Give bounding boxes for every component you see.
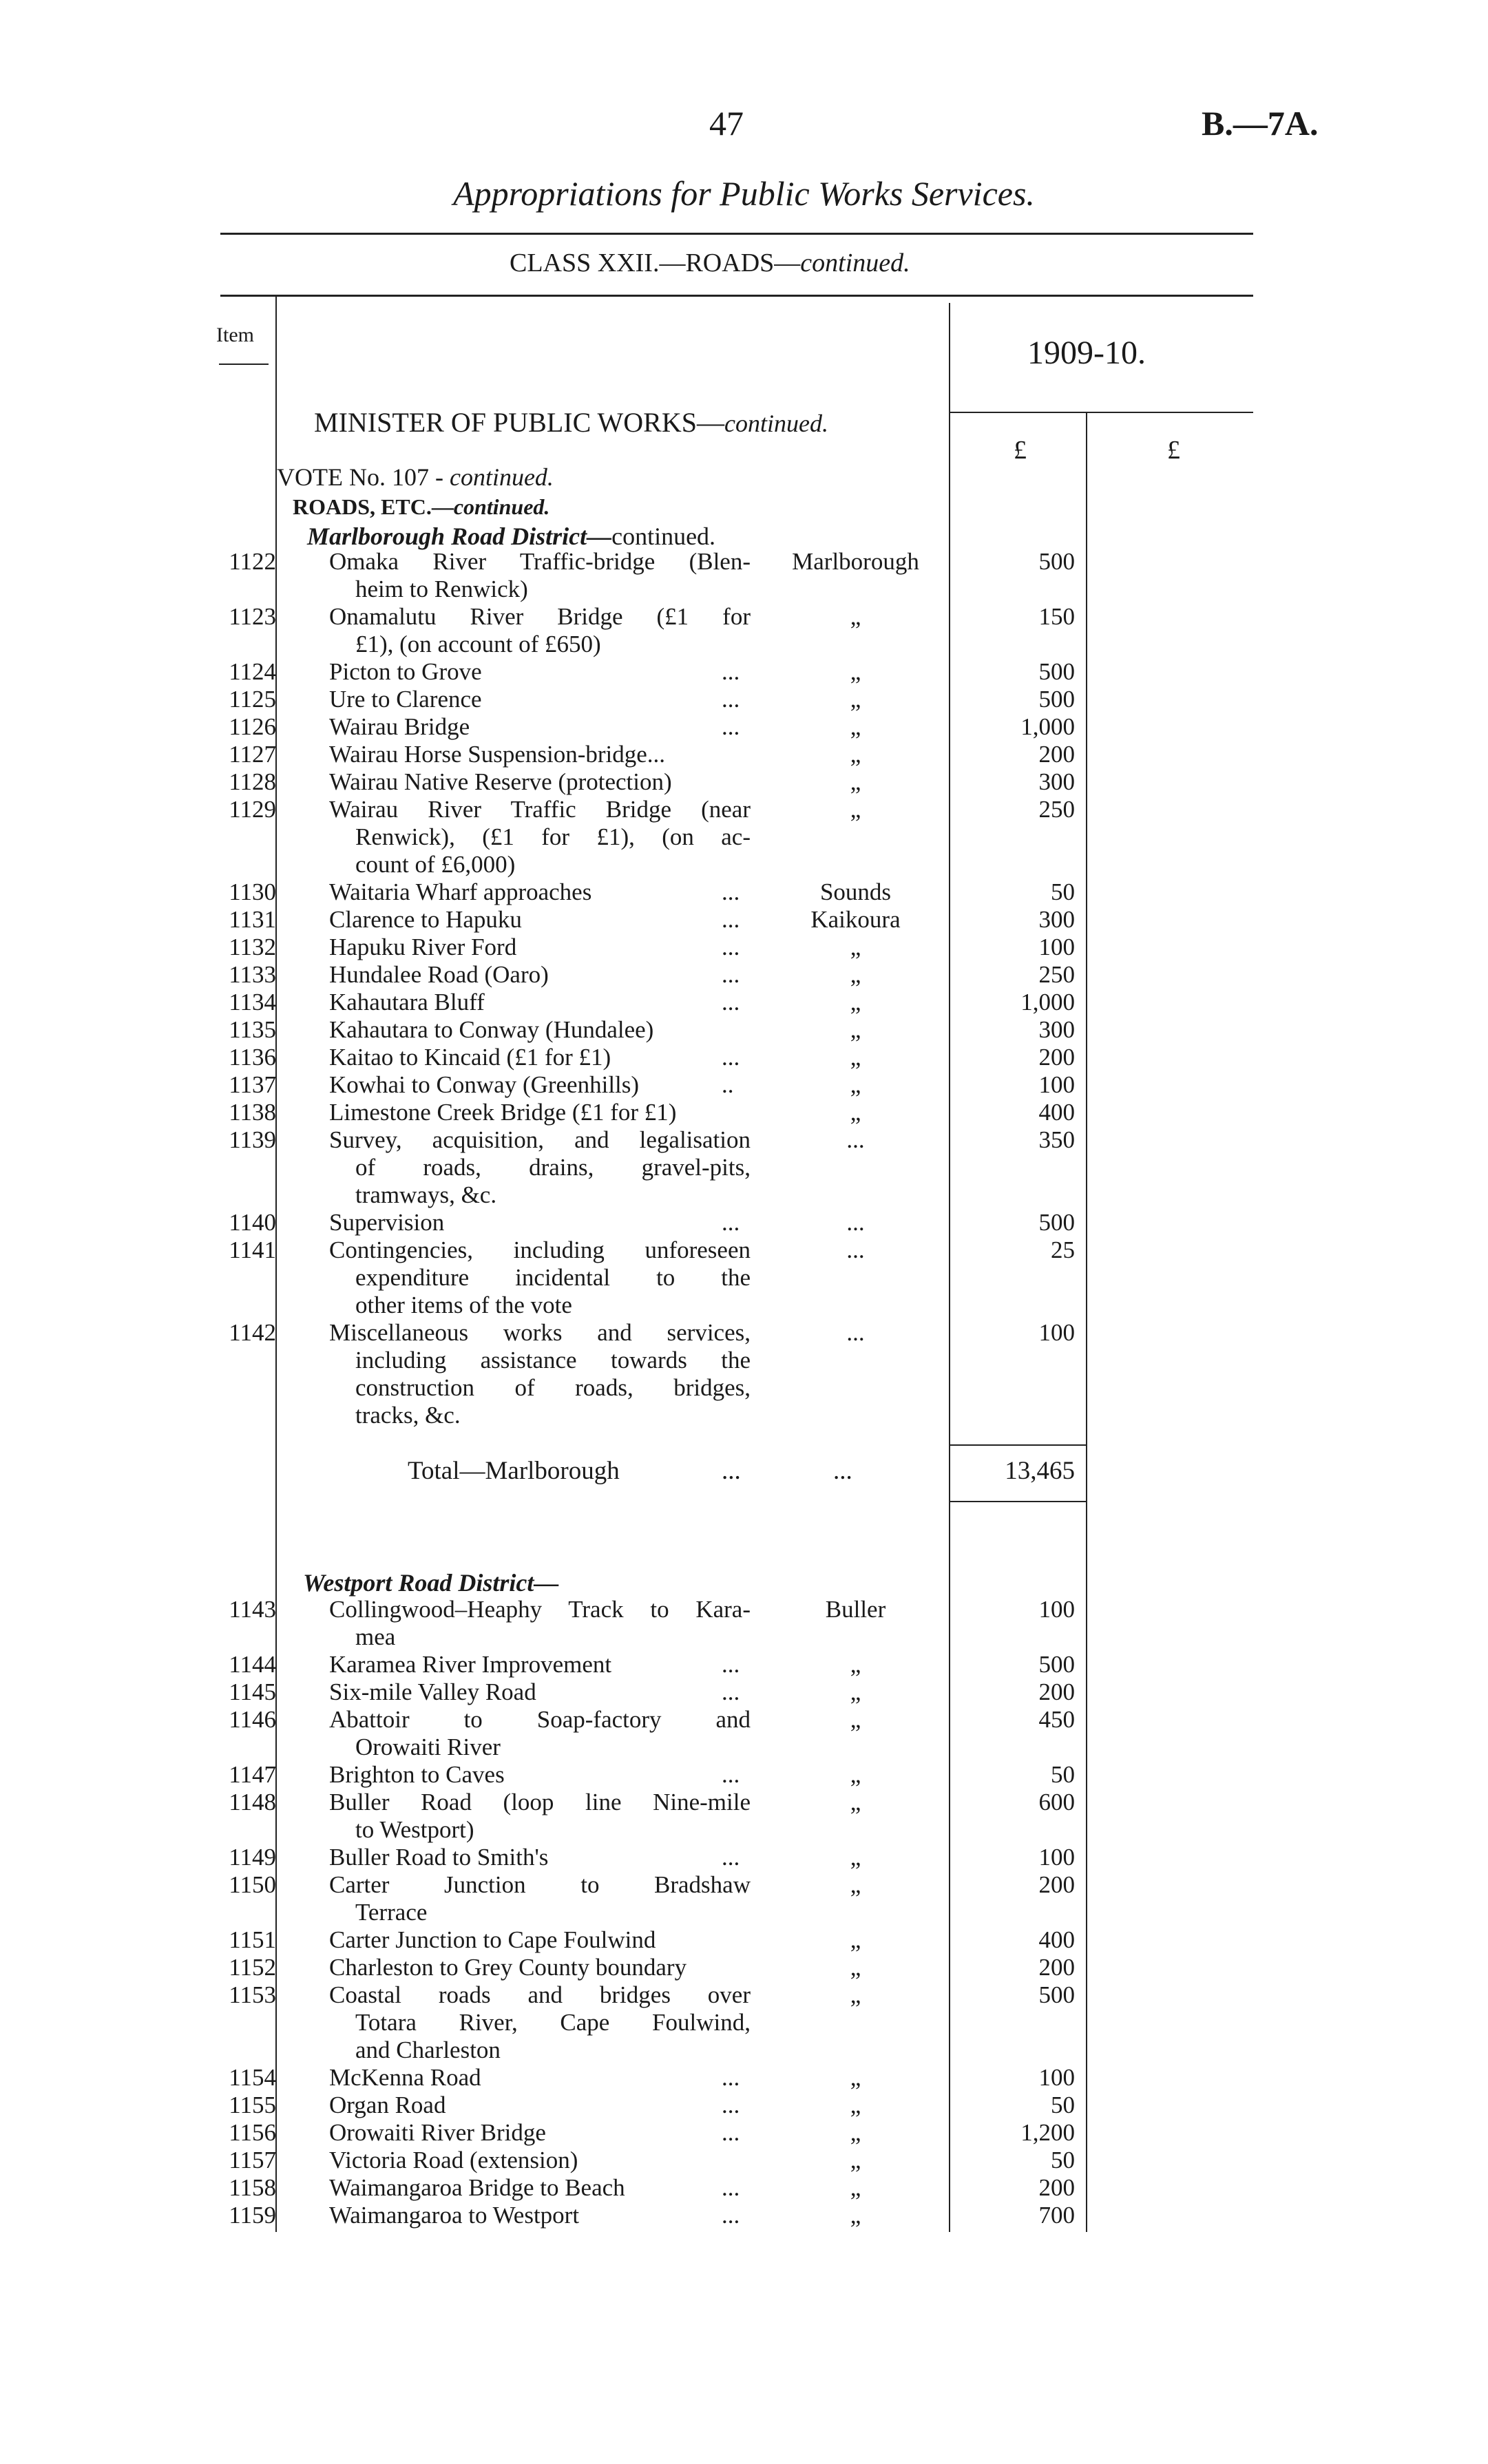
electoral-district: „ <box>850 1099 861 1126</box>
description-line: Clarence to Hapuku <box>329 906 522 933</box>
item-number: 1153 <box>229 1981 276 2008</box>
electoral-district: „ <box>850 603 861 630</box>
description-line: Karamea River Improvement <box>329 1651 612 1678</box>
electoral-district: ... <box>846 1126 865 1153</box>
item-description <box>329 989 751 1016</box>
item-number: 1158 <box>229 2174 276 2201</box>
item-description <box>329 1099 751 1126</box>
description-line: Orowaiti River Bridge <box>329 2119 546 2146</box>
description-line: Coastal roads and bridges over <box>329 1981 751 2008</box>
description-line: heim to Renwick) <box>355 576 528 602</box>
item-number: 1130 <box>229 878 276 905</box>
class-heading-main: CLASS XXII.—ROADS— <box>510 249 801 277</box>
item-description <box>329 1926 751 1954</box>
leader-dots: ... <box>722 2064 740 2091</box>
item-number: 1156 <box>229 2119 276 2146</box>
item-description <box>329 878 751 906</box>
electoral-district: „ <box>850 2202 861 2229</box>
description-line: Orowaiti River <box>355 1734 501 1760</box>
item-amount: 200 <box>1038 741 1075 768</box>
item-amount: 50 <box>1051 2092 1075 2118</box>
item-number: 1147 <box>229 1761 276 1788</box>
item-number: 1140 <box>229 1209 276 1236</box>
description-line: Picton to Grove <box>329 658 482 685</box>
item-amount: 200 <box>1038 2174 1075 2201</box>
leader-dots: ... <box>722 961 740 988</box>
vote-heading-main: VOTE No. 107 - <box>277 463 450 491</box>
leader-dots: ... <box>722 906 740 933</box>
item-description <box>329 1209 751 1236</box>
item-number: 1150 <box>229 1871 276 1898</box>
description-line: Kowhai to Conway (Greenhills) <box>329 1071 640 1098</box>
description-line: Waimangaroa to Westport <box>329 2202 580 2229</box>
item-description <box>329 2147 751 2174</box>
leader-dots: ... <box>722 1651 740 1678</box>
item-amount: 250 <box>1038 961 1075 988</box>
description-line: Six-mile Valley Road <box>329 1678 536 1705</box>
item-amount: 50 <box>1051 2147 1075 2173</box>
item-description <box>329 1651 751 1678</box>
item-description <box>329 796 751 878</box>
description-line: and Charleston <box>355 2036 501 2063</box>
item-description <box>329 1706 751 1761</box>
item-amount: 150 <box>1038 603 1075 630</box>
minister-heading-suffix: continued. <box>724 410 828 437</box>
item-number: 1141 <box>229 1236 276 1263</box>
item-number: 1138 <box>229 1099 276 1126</box>
item-description <box>329 2064 751 2092</box>
item-description <box>329 2119 751 2147</box>
leader-dots: ... <box>722 686 740 713</box>
item-amount: 250 <box>1038 796 1075 823</box>
item-amount: 100 <box>1038 1071 1075 1098</box>
description-line: Hundalee Road (Oaro) <box>329 961 549 988</box>
item-amount: 500 <box>1038 686 1075 713</box>
description-line: Charleston to Grey County boundary <box>329 1954 687 1981</box>
item-amount: 50 <box>1051 1761 1075 1788</box>
description-line: Hapuku River Ford <box>329 934 517 960</box>
electoral-district: ... <box>846 1236 865 1263</box>
item-number: 1122 <box>229 548 276 575</box>
item-description <box>329 1954 751 1981</box>
description-line: Contingencies, including unforeseen <box>329 1236 751 1263</box>
electoral-district: „ <box>850 713 861 740</box>
vote-heading-suffix: continued. <box>449 463 554 491</box>
leader-dots: ... <box>722 2092 740 2118</box>
electoral-district: „ <box>850 1954 861 1981</box>
item-amount: 500 <box>1038 658 1075 685</box>
item-number: 1132 <box>229 934 276 960</box>
marlborough-heading-main: Marlborough Road District— <box>307 523 612 550</box>
document-reference: B.—7A. <box>1202 104 1319 143</box>
leader-dots: ... <box>722 1761 740 1788</box>
description-line: count of £6,000) <box>355 851 516 878</box>
description-line: tracks, &c. <box>355 1402 461 1429</box>
description-line: Carter Junction to Cape Foulwind <box>329 1926 656 1953</box>
item-number: 1124 <box>229 658 276 685</box>
total-dots-2: ... <box>833 1457 852 1485</box>
electoral-district: Sounds <box>819 878 892 905</box>
description-line: Survey, acquisition, and legalisation <box>329 1126 751 1153</box>
page-number: 47 <box>709 104 744 143</box>
item-amount: 1,000 <box>1020 713 1075 740</box>
leader-dots: ... <box>722 934 740 960</box>
item-description <box>329 1871 751 1926</box>
electoral-district: „ <box>850 961 861 988</box>
description-line: Wairau Horse Suspension-bridge... <box>329 741 666 768</box>
item-description <box>329 713 751 741</box>
item-number: 1148 <box>229 1789 276 1815</box>
description-line: Abattoir to Soap-factory and <box>329 1706 751 1733</box>
item-description <box>329 1761 751 1789</box>
item-description <box>329 1016 751 1044</box>
description-line: Kahautara to Conway (Hundalee) <box>329 1016 654 1043</box>
description-line: Kahautara Bluff <box>329 989 485 1015</box>
item-amount: 500 <box>1038 548 1075 575</box>
description-line: of roads, drains, gravel-pits, <box>355 1154 751 1181</box>
westport-district-heading: Westport Road District— <box>303 1569 559 1597</box>
item-number: 1145 <box>229 1678 276 1705</box>
electoral-district: Marlborough <box>792 548 919 575</box>
description-line: Onamalutu River Bridge (£1 for <box>329 603 751 630</box>
item-description <box>329 2092 751 2119</box>
item-amount: 300 <box>1038 1016 1075 1043</box>
item-description <box>329 1126 751 1209</box>
roads-etc-suffix: continued. <box>453 494 550 519</box>
item-description <box>329 1981 751 2064</box>
item-amount: 300 <box>1038 768 1075 795</box>
description-line: Victoria Road (extension) <box>329 2147 578 2173</box>
description-line: Buller Road to Smith's <box>329 1844 549 1871</box>
leader-dots: ... <box>722 1678 740 1705</box>
electoral-district: „ <box>850 1761 861 1788</box>
roads-etc-main: ROADS, ETC.— <box>293 494 454 519</box>
electoral-district: „ <box>850 1651 861 1678</box>
description-line: Supervision <box>329 1209 445 1236</box>
item-number: 1146 <box>229 1706 276 1733</box>
item-amount: 100 <box>1038 1596 1075 1623</box>
minister-heading-main: MINISTER OF PUBLIC WORKS— <box>314 407 724 438</box>
roads-etc-heading <box>293 494 549 520</box>
description-line: Kaitao to Kincaid (£1 for £1) <box>329 1044 611 1071</box>
minister-heading <box>314 406 828 439</box>
item-description <box>329 603 751 658</box>
item-description <box>329 2202 751 2229</box>
item-amount: 500 <box>1038 1651 1075 1678</box>
pound-column-1: £ <box>1014 436 1027 465</box>
electoral-district: „ <box>850 2147 861 2173</box>
item-description <box>329 1319 751 1429</box>
description-line: Wairau River Traffic Bridge (near <box>329 796 751 823</box>
leader-dots: ... <box>722 989 740 1015</box>
description-line: construction of roads, bridges, <box>355 1374 751 1401</box>
description-line: Omaka River Traffic-bridge (Blen- <box>329 548 751 575</box>
electoral-district: „ <box>850 1071 861 1098</box>
leader-dots: .. <box>722 1071 734 1098</box>
item-number: 1152 <box>229 1954 276 1981</box>
total-marlborough-label: Total—Marlborough <box>408 1457 620 1485</box>
marlborough-district-heading <box>307 522 715 551</box>
item-number: 1131 <box>229 906 276 933</box>
item-number: 1142 <box>229 1319 276 1346</box>
electoral-district: „ <box>850 934 861 960</box>
total-bottom-rule <box>950 1501 1087 1502</box>
item-amount: 50 <box>1051 878 1075 905</box>
electoral-district: ... <box>846 1319 865 1346</box>
electoral-district: „ <box>850 768 861 795</box>
leader-dots: ... <box>722 2202 740 2229</box>
electoral-district: „ <box>850 1871 861 1898</box>
description-line: Renwick), (£1 for £1), (on ac- <box>355 823 751 850</box>
item-number: 1155 <box>229 2092 276 2118</box>
electoral-district: „ <box>850 1044 861 1071</box>
description-line: to Westport) <box>355 1816 474 1843</box>
class-heading-suffix: continued. <box>800 249 910 277</box>
description-line: expenditure incidental to the <box>355 1264 751 1291</box>
item-number: 1139 <box>229 1126 276 1153</box>
item-number: 1129 <box>229 796 276 823</box>
item-description <box>329 934 751 961</box>
item-description <box>329 548 751 603</box>
leader-dots: ... <box>722 1209 740 1236</box>
item-amount: 200 <box>1038 1954 1075 1981</box>
description-line: mea <box>355 1623 396 1650</box>
item-number: 1134 <box>229 989 276 1015</box>
description-line: £1), (on account of £650) <box>355 631 601 657</box>
item-description <box>329 658 751 686</box>
amount-column-rule-right <box>1086 412 1087 2232</box>
vote-heading <box>277 463 554 492</box>
electoral-district: „ <box>850 2064 861 2091</box>
item-number: 1126 <box>229 713 276 740</box>
item-description <box>329 1044 751 1071</box>
item-number: 1157 <box>229 2147 276 2173</box>
description-line: including assistance towards the <box>355 1347 751 1373</box>
electoral-district: „ <box>850 686 861 713</box>
item-amount: 100 <box>1038 1319 1075 1346</box>
item-description <box>329 1789 751 1844</box>
description-line: Waimangaroa Bridge to Beach <box>329 2174 625 2201</box>
item-amount: 400 <box>1038 1926 1075 1953</box>
item-number: 1135 <box>229 1016 276 1043</box>
description-line: Organ Road <box>329 2092 446 2118</box>
item-amount: 700 <box>1038 2202 1075 2229</box>
pound-column-2: £ <box>1167 436 1180 465</box>
item-amount: 200 <box>1038 1678 1075 1705</box>
item-description <box>329 741 751 768</box>
electoral-district: „ <box>850 1844 861 1871</box>
item-amount: 600 <box>1038 1789 1075 1815</box>
description-line: tramways, &c. <box>355 1181 497 1208</box>
item-number: 1137 <box>229 1071 276 1098</box>
item-description <box>329 1596 751 1651</box>
item-description <box>329 1678 751 1706</box>
item-number: 1125 <box>229 686 276 713</box>
total-dots-1: ... <box>722 1457 741 1485</box>
description-line: Miscellaneous works and services, <box>329 1319 751 1346</box>
leader-dots: ... <box>722 713 740 740</box>
leader-dots: ... <box>722 2174 740 2201</box>
electoral-district: „ <box>850 1678 861 1705</box>
item-number: 1133 <box>229 961 276 988</box>
leader-dots: ... <box>722 658 740 685</box>
description-line: Wairau Bridge <box>329 713 470 740</box>
description-line: Ure to Clarence <box>329 686 482 713</box>
total-top-rule <box>950 1444 1087 1446</box>
item-number: 1123 <box>229 603 276 630</box>
table-top-rule <box>220 295 1253 297</box>
class-heading <box>510 248 910 278</box>
item-number: 1154 <box>229 2064 276 2091</box>
item-amount: 1,000 <box>1020 989 1075 1015</box>
electoral-district: „ <box>850 2119 861 2146</box>
item-header-underline <box>219 364 269 365</box>
item-number: 1143 <box>229 1596 276 1623</box>
description-line: McKenna Road <box>329 2064 481 2091</box>
description-line: Collingwood–Heaphy Track to Kara- <box>329 1596 751 1623</box>
electoral-district: „ <box>850 796 861 823</box>
item-amount: 500 <box>1038 1209 1075 1236</box>
item-number: 1159 <box>229 2202 276 2229</box>
item-column-header: Item <box>216 324 254 346</box>
electoral-district: „ <box>850 1016 861 1043</box>
item-amount: 300 <box>1038 906 1075 933</box>
description-line: Terrace <box>355 1899 428 1926</box>
item-description <box>329 686 751 713</box>
item-amount: 350 <box>1038 1126 1075 1153</box>
electoral-district: „ <box>850 2174 861 2201</box>
item-amount: 100 <box>1038 934 1075 960</box>
electoral-district: ... <box>846 1209 865 1236</box>
leader-dots: ... <box>722 878 740 905</box>
item-description <box>329 1071 751 1099</box>
description-line: Totara River, Cape Foulwind, <box>355 2009 751 2036</box>
item-description <box>329 1236 751 1319</box>
electoral-district: „ <box>850 2092 861 2118</box>
item-amount: 25 <box>1051 1236 1075 1263</box>
electoral-district: Kaikoura <box>810 906 901 933</box>
description-line: Carter Junction to Bradshaw <box>329 1871 751 1898</box>
electoral-district: „ <box>850 1706 861 1733</box>
item-number: 1128 <box>229 768 276 795</box>
electoral-district: „ <box>850 1789 861 1815</box>
leader-dots: ... <box>722 1044 740 1071</box>
year-column-header: 1909-10. <box>1027 335 1146 371</box>
item-number: 1144 <box>229 1651 276 1678</box>
item-number: 1149 <box>229 1844 276 1871</box>
item-amount: 500 <box>1038 1981 1075 2008</box>
item-description <box>329 1844 751 1871</box>
item-amount: 1,200 <box>1020 2119 1075 2146</box>
electoral-district: „ <box>850 1981 861 2008</box>
marlborough-heading-suffix: continued. <box>611 523 716 550</box>
description-line: Brighton to Caves <box>329 1761 505 1788</box>
item-amount: 100 <box>1038 1844 1075 1871</box>
item-number: 1127 <box>229 741 276 768</box>
description-line: Waitaria Wharf approaches <box>329 878 592 905</box>
leader-dots: ... <box>722 2119 740 2146</box>
item-amount: 450 <box>1038 1706 1075 1733</box>
item-amount: 400 <box>1038 1099 1075 1126</box>
electoral-district: „ <box>850 989 861 1015</box>
item-number: 1151 <box>229 1926 276 1953</box>
document-title: Appropriations for Public Works Services. <box>453 174 1035 213</box>
item-amount: 200 <box>1038 1044 1075 1071</box>
electoral-district: „ <box>850 741 861 768</box>
item-amount: 100 <box>1038 2064 1075 2091</box>
electoral-district: Buller <box>825 1596 886 1623</box>
item-amount: 200 <box>1038 1871 1075 1898</box>
leader-dots: ... <box>722 1844 740 1871</box>
item-description <box>329 2174 751 2202</box>
year-header-rule <box>950 412 1253 413</box>
electoral-district: „ <box>850 658 861 685</box>
item-description <box>329 906 751 934</box>
description-line: Wairau Native Reserve (protection) <box>329 768 672 795</box>
description-line: Limestone Creek Bridge (£1 for £1) <box>329 1099 677 1126</box>
total-marlborough-amount: 13,465 <box>1005 1457 1075 1485</box>
header-rule <box>220 233 1253 235</box>
item-number: 1136 <box>229 1044 276 1071</box>
item-description <box>329 961 751 989</box>
description-line: Buller Road (loop line Nine-mile <box>329 1789 751 1815</box>
electoral-district: „ <box>850 1926 861 1953</box>
item-description <box>329 768 751 796</box>
description-line: other items of the vote <box>355 1292 572 1318</box>
